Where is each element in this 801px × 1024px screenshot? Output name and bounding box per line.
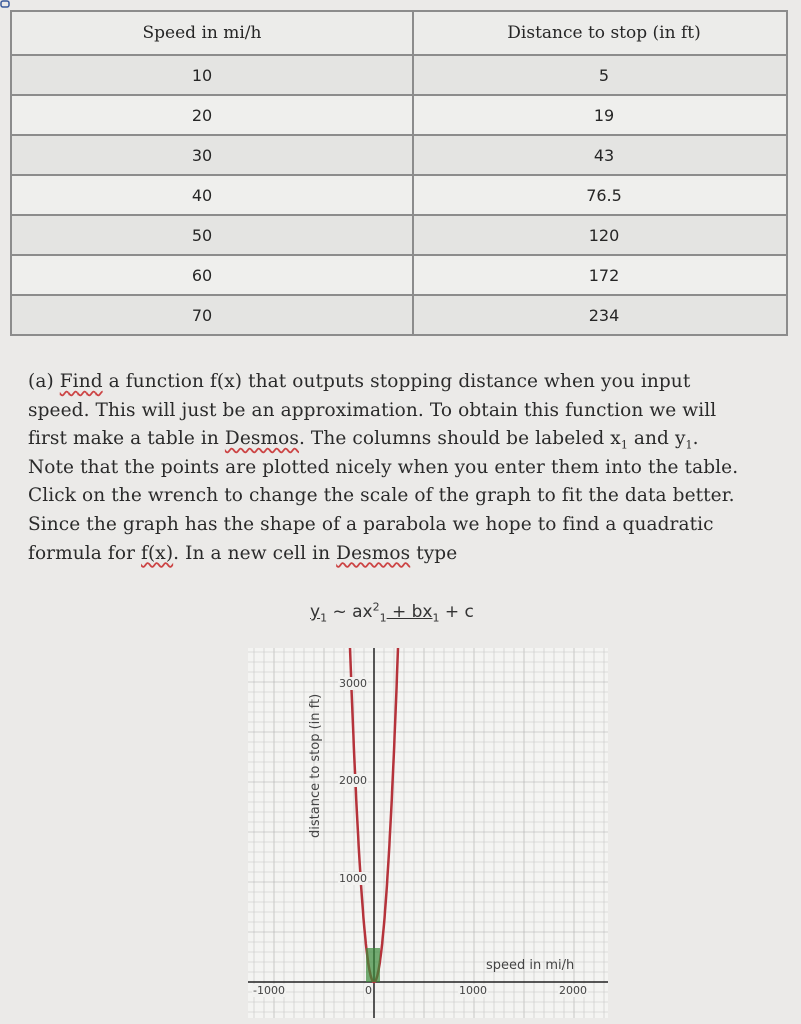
find-word: Find [59, 371, 103, 392]
y-axis-label: distance to stop (in ft) [308, 693, 323, 838]
fx-word: f(x) [141, 542, 174, 564]
paragraph-line-1: a function f(x) that outputs stopping distance when you input [102, 371, 691, 392]
x-tick-2000: 2000 [559, 984, 587, 997]
header-speed: Speed in mi/h [11, 11, 413, 55]
desmos-word: Desmos [224, 428, 299, 450]
part-label: (a) [28, 371, 54, 392]
regression-formula [310, 600, 474, 625]
formula-c: + c [439, 602, 474, 622]
table-row [11, 295, 787, 335]
formula-sup: 2 [372, 600, 380, 614]
paragraph-line-3: first make a table in [28, 428, 225, 450]
x-axis-label: speed in mi/h [486, 958, 575, 973]
table-header-row [11, 11, 787, 55]
distance-cell: 76.5 [413, 175, 787, 215]
table-row [11, 255, 787, 295]
x-tick-0: 0 [365, 984, 372, 997]
desmos-graph [248, 648, 608, 1018]
paragraph-line-3-rest: . The columns should be labeled x [298, 428, 621, 450]
x-tick-neg-1000: -1000 [253, 984, 285, 997]
x-subscript: 1 [620, 438, 628, 452]
paragraph-line-6: Since the graph has the shape of a parabola we hope to find a quadratic [28, 513, 714, 535]
distance-cell: 5 [413, 55, 787, 95]
desmos-word-2: Desmos [336, 542, 411, 564]
distance-cell: 19 [413, 95, 787, 135]
data-points-cluster [366, 948, 380, 982]
y-tick-3000: 3000 [339, 677, 367, 690]
x-tick-1000: 1000 [459, 984, 487, 997]
table-row [11, 135, 787, 175]
header-distance: Distance to stop (in ft) [413, 11, 787, 55]
paragraph-line-7: formula for [28, 542, 142, 564]
distance-cell: 43 [413, 135, 787, 175]
distance-cell: 120 [413, 215, 787, 255]
table-row [11, 175, 787, 215]
speed-cell: 70 [11, 295, 413, 335]
paragraph-and: and y [627, 428, 686, 450]
speed-cell: 20 [11, 95, 413, 135]
paragraph-line-2: speed. This will just be an approximation. To obtain this function we will [28, 399, 717, 421]
speed-cell: 60 [11, 255, 413, 295]
formula-y-sub: 1 [320, 611, 328, 625]
speed-distance-table [10, 10, 788, 336]
table-row [11, 215, 787, 255]
y-tick-1000: 1000 [339, 872, 367, 885]
speed-cell: 40 [11, 175, 413, 215]
paragraph-period: . [692, 428, 699, 450]
table-row [11, 95, 787, 135]
formula-x-sub: 1 [379, 611, 387, 625]
instructions-paragraph [28, 368, 780, 568]
y-tick-2000: 2000 [339, 774, 367, 787]
distance-cell: 172 [413, 255, 787, 295]
y-subscript: 1 [685, 438, 693, 452]
formula-ax: ~ ax [327, 602, 373, 622]
speed-cell: 50 [11, 215, 413, 255]
paragraph-line-4: Note that the points are plotted nicely when you enter them into the table. [28, 456, 739, 478]
window-corner-icon [0, 0, 10, 8]
speed-cell: 30 [11, 135, 413, 175]
formula-x-sub-2: 1 [432, 611, 440, 625]
distance-cell: 234 [413, 295, 787, 335]
speed-cell: 10 [11, 55, 413, 95]
paragraph-line-5: Click on the wrench to change the scale of the graph to fit the data better. [28, 485, 735, 507]
formula-y: y [310, 602, 321, 622]
paragraph-line-7-end: type [410, 542, 458, 564]
paragraph-line-7-mid: . In a new cell in [173, 542, 337, 564]
table-row [11, 55, 787, 95]
formula-bx: + bx [386, 602, 433, 622]
